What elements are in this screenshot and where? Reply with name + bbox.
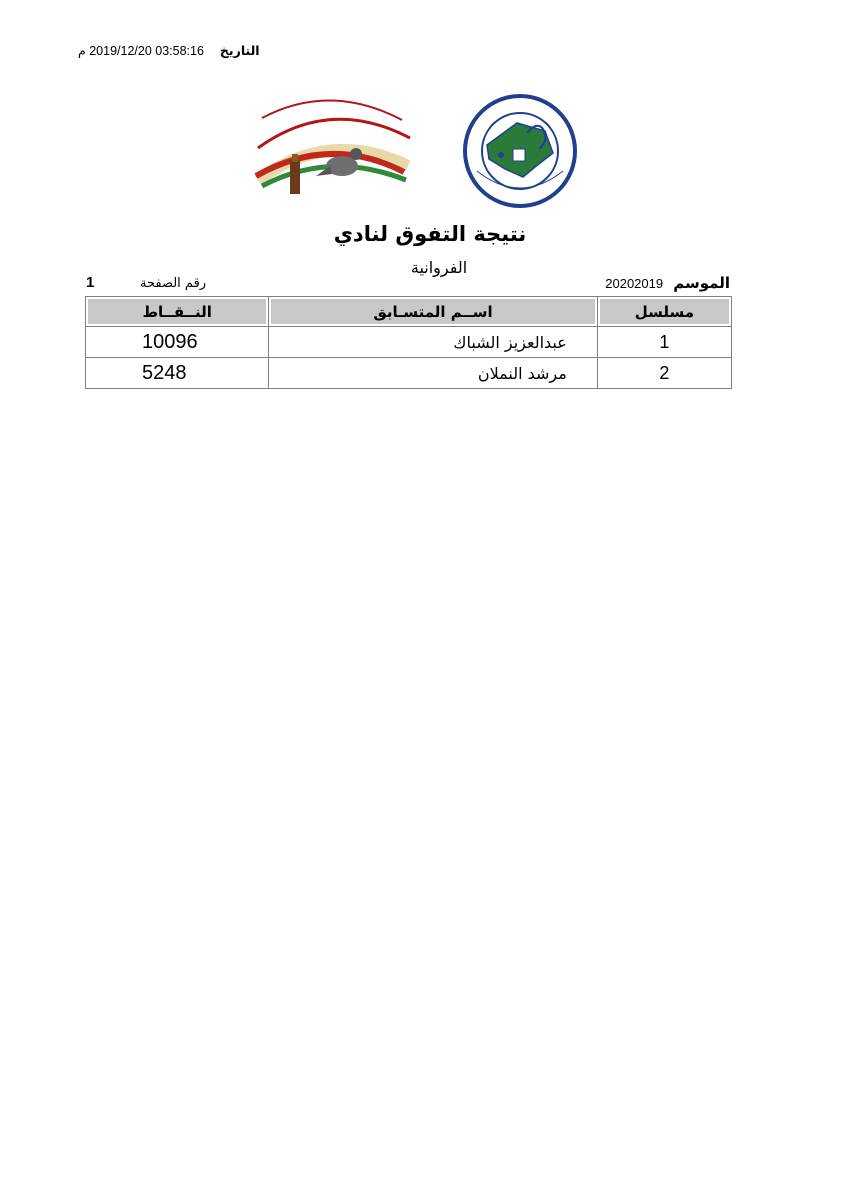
cell-points: 5248	[86, 358, 269, 389]
header-name: اســم المتسـابق	[269, 297, 598, 327]
season	[605, 274, 730, 292]
date-value: 03:58:16 2019/12/20 م	[78, 44, 204, 58]
page-number: 1	[86, 274, 95, 291]
print-date	[78, 43, 260, 58]
club-name-text: الفروانية	[410, 258, 468, 277]
page-number-label: رقم الصفحة	[140, 276, 207, 291]
season-value: 20202019	[605, 276, 664, 291]
date-label: التاريخ	[219, 43, 260, 58]
cell-points: 10096	[86, 327, 269, 358]
cell-name: عبدالعزيز الشباك	[269, 327, 598, 358]
federation-logo-graphic	[457, 93, 583, 209]
table-header-row	[86, 297, 732, 327]
report-title	[0, 222, 848, 246]
report-title-text: نتيجة التفوق لنادي	[333, 222, 527, 246]
table-row	[86, 327, 732, 358]
header-serial: مسلسل	[597, 297, 731, 327]
season-label: الموسم	[673, 274, 730, 292]
results-table	[85, 296, 732, 389]
header-points: النــقــاط	[86, 297, 269, 327]
federation-logo	[457, 93, 583, 209]
club-logo	[238, 88, 422, 202]
cell-name: مرشد النملان	[269, 358, 598, 389]
cell-serial: 2	[597, 358, 731, 389]
cell-serial: 1	[597, 327, 731, 358]
club-logo-graphic	[238, 88, 422, 202]
table-row	[86, 358, 732, 389]
